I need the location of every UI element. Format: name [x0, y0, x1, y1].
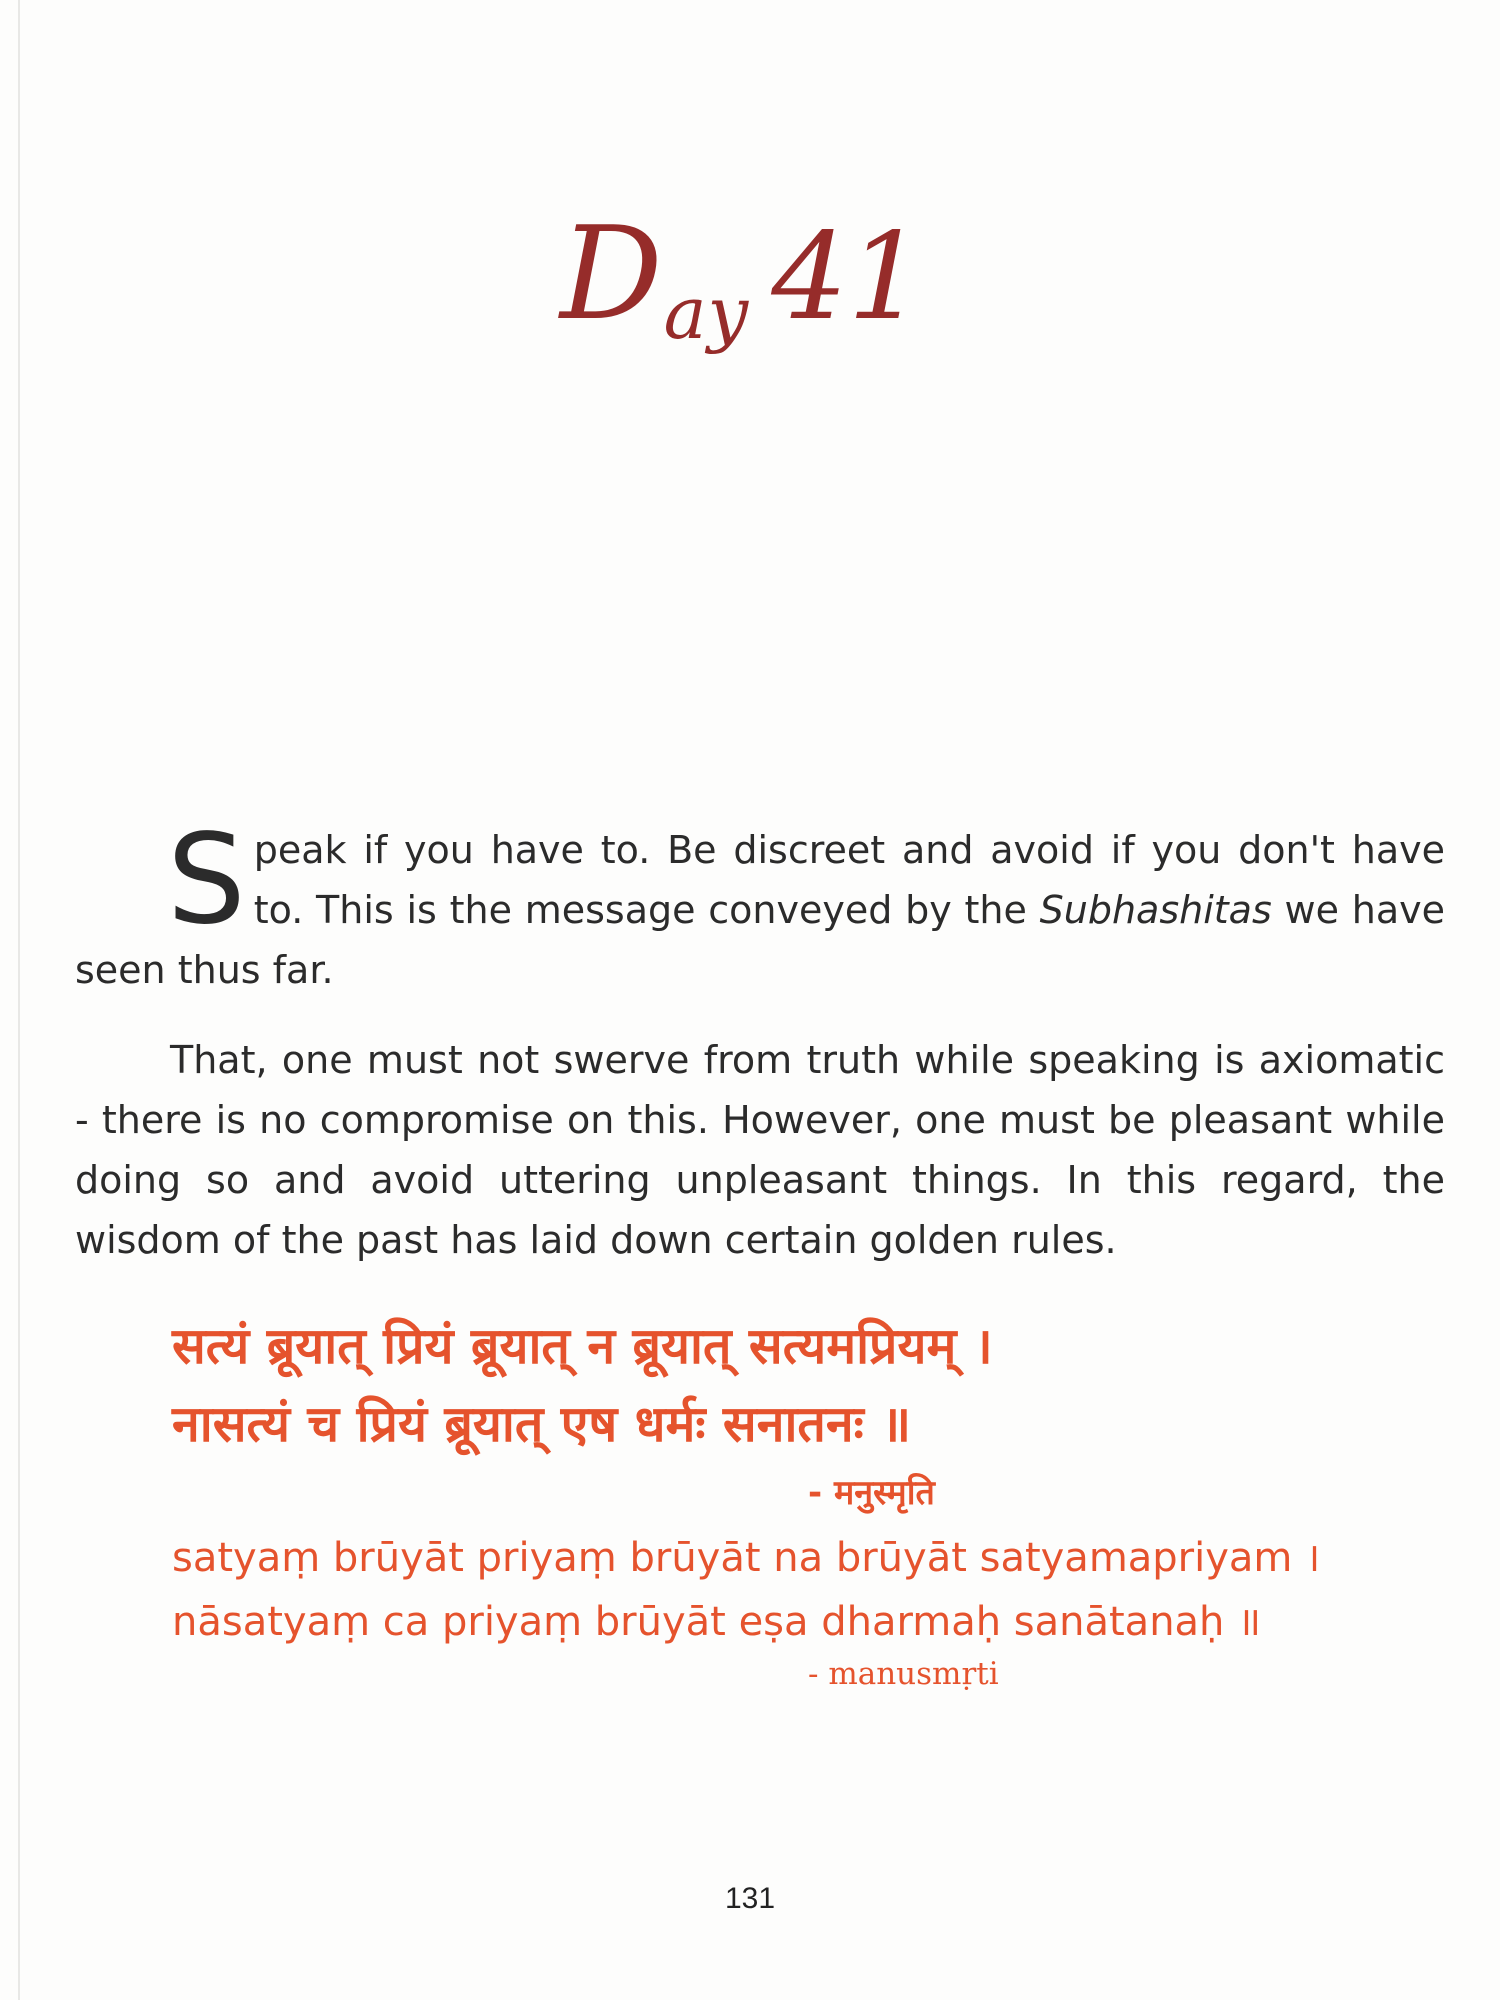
- page-edge: [18, 0, 20, 2000]
- day-number: 41: [771, 208, 924, 347]
- page-number: 131: [724, 1882, 776, 1915]
- intro-text-start: peak if you have to. Be discreet and avoid if you don't have to. This is the message conveyed by the: [253, 828, 1445, 932]
- body-paragraph: That, one must not swerve from truth while speaking is axiomatic - there is no compromise on this. However, one must be pleasant while doing so and avoid uttering unpleasant things. In this regard, the wisdom of the past has laid down certain golden rules.: [75, 1038, 1445, 1262]
- verse-transliteration-line-1: satyaṃ brūyāt priyaṃ brūyāt na brūyāt satyamapriyam ।: [172, 1535, 1321, 1581]
- intro-text-end: we have seen thus far.: [75, 888, 1445, 992]
- verse-transliteration-line-2: nāsatyaṃ ca priyaṃ brūyāt eṣa dharmaḥ sanātanaḥ ॥: [172, 1599, 1262, 1645]
- verse-devanagari-source: - मनुस्मृति: [808, 1473, 935, 1513]
- verse-devanagari-line-2: नासत्यं च प्रियं ब्रूयात् एष धर्मः सनातनः ॥: [172, 1395, 912, 1453]
- day-word: [560, 200, 750, 355]
- verse-transliteration-source: - manusmṛti: [808, 1656, 999, 1692]
- verse-devanagari-line-1: सत्यं ब्रूयात् प्रियं ब्रूयात् न ब्रूयात् सत्यमप्रियम् ।: [172, 1317, 993, 1375]
- day-word-rest: ay: [663, 271, 750, 355]
- day-word-initial: D: [560, 200, 664, 349]
- day-heading: [560, 200, 1000, 355]
- drop-cap: S: [167, 808, 246, 952]
- intro-paragraph: [75, 808, 1445, 1000]
- intro-italic-term: Subhashitas: [1039, 888, 1272, 932]
